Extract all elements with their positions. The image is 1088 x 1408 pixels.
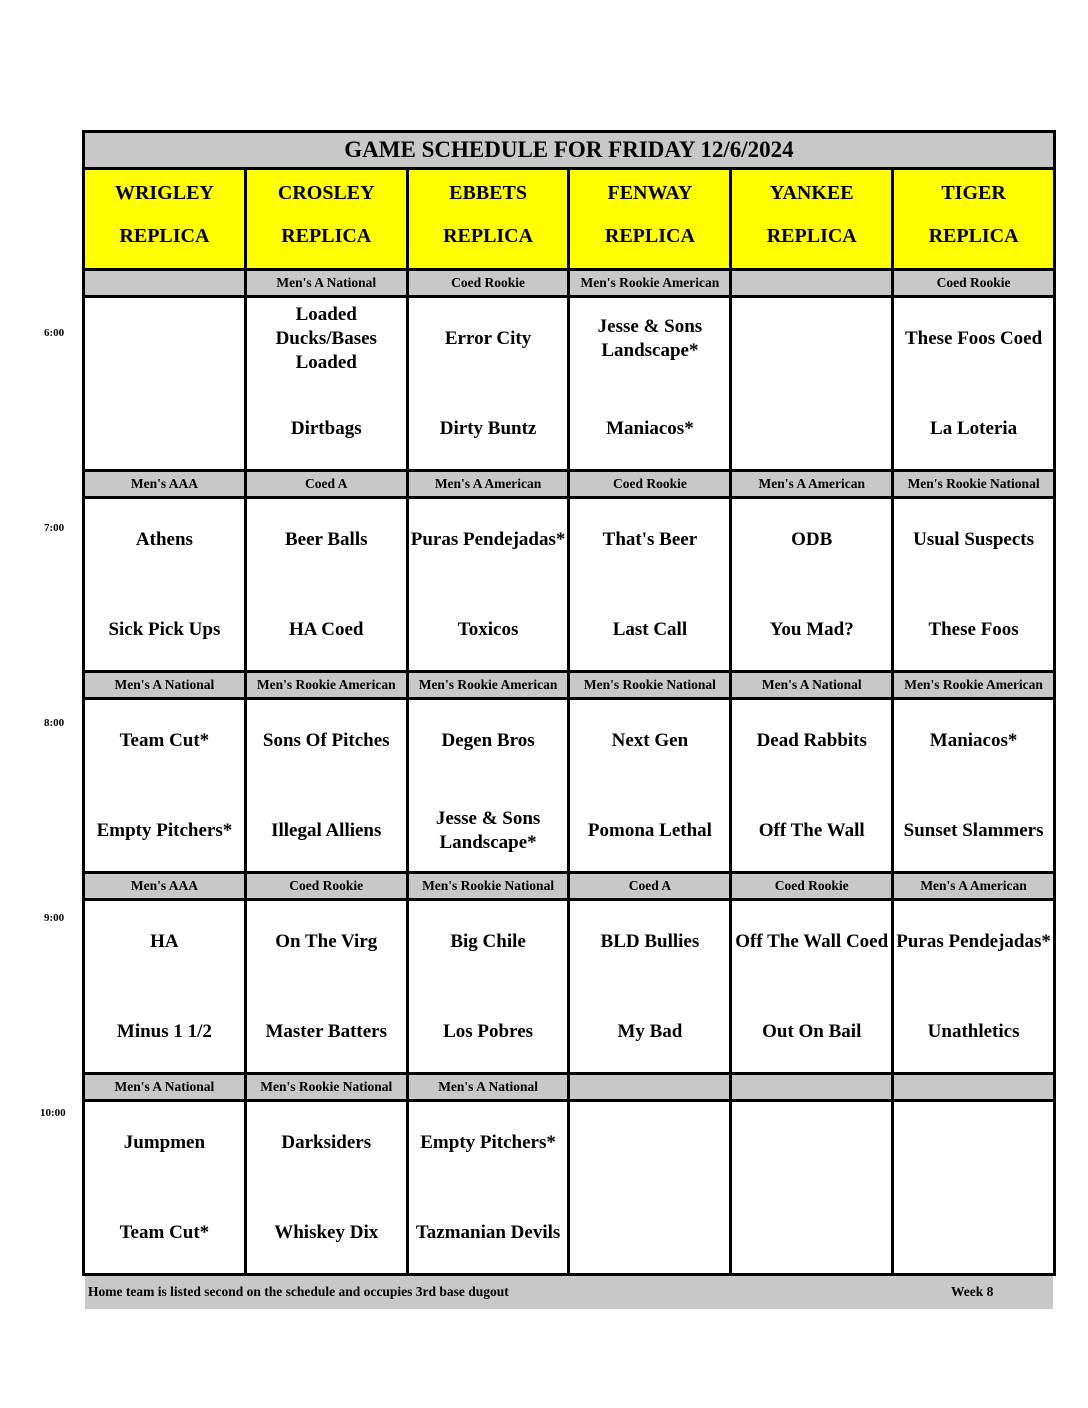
time-label: 8:00 <box>44 717 65 729</box>
division-label: Men's Rookie American <box>247 673 406 697</box>
away-team: Next Gen <box>611 729 689 751</box>
away-team: Loaded Ducks/Bases Loaded <box>275 303 377 373</box>
away-team: These Foos Coed <box>904 327 1043 349</box>
away-team <box>570 1102 729 1188</box>
home-team: Illegal Alliens <box>271 820 382 842</box>
away-team: Empty Pitchers* <box>420 1131 556 1153</box>
field-header-fenway <box>570 170 729 268</box>
field-sub: REPLICA <box>119 225 210 247</box>
game-cell <box>570 700 729 871</box>
away-team <box>732 1102 891 1188</box>
division-label: Coed A <box>570 874 729 898</box>
time-label: 10:00 <box>40 1107 66 1119</box>
division-label: Men's Rookie American <box>570 271 729 295</box>
schedule-title: GAME SCHEDULE FOR FRIDAY 12/6/2024 <box>85 133 1053 167</box>
away-team: Darksiders <box>281 1131 372 1153</box>
game-cell <box>409 499 568 670</box>
home-team-note: Home team is listed second on the schedule and occupies 3rd base dugout <box>88 1284 509 1299</box>
away-team: Usual Suspects <box>913 528 1035 550</box>
home-team: Sunset Slammers <box>903 820 1044 842</box>
field-name: TIGER <box>941 182 1006 204</box>
away-team: Off The Wall Coed <box>735 930 889 952</box>
division-label <box>894 1075 1053 1099</box>
away-team: Sons Of Pitches <box>262 729 390 751</box>
division-label: Men's A American <box>732 472 891 496</box>
division-label: Men's A National <box>85 673 244 697</box>
time-label: 9:00 <box>44 912 65 924</box>
game-cell <box>570 499 729 670</box>
game-cell <box>732 700 891 871</box>
game-cell <box>732 1102 891 1273</box>
away-team: Jumpmen <box>123 1131 206 1153</box>
division-label: Coed Rookie <box>570 472 729 496</box>
division-label: Men's Rookie National <box>570 673 729 697</box>
division-label: Men's AAA <box>85 472 244 496</box>
game-cell <box>732 901 891 1072</box>
game-cell <box>894 700 1053 871</box>
home-team: Unathletics <box>927 1021 1020 1043</box>
away-team: That's Beer <box>602 528 698 550</box>
division-label: Men's Rookie National <box>894 472 1053 496</box>
away-team: Dead Rabbits <box>756 729 867 751</box>
game-cell <box>894 499 1053 670</box>
home-team: Pomona Lethal <box>587 820 712 842</box>
home-team <box>85 384 244 470</box>
game-cell <box>409 1102 568 1273</box>
division-label: Coed Rookie <box>247 874 406 898</box>
week-label: Week 8 <box>951 1284 994 1299</box>
game-cell <box>85 1102 244 1273</box>
game-cell <box>570 298 729 469</box>
game-cell <box>247 1102 406 1273</box>
home-team: Sick Pick Ups <box>108 619 221 641</box>
away-team: Big Chile <box>450 930 526 952</box>
division-label: Men's A National <box>409 1075 568 1099</box>
home-team: Los Pobres <box>443 1021 534 1043</box>
division-label: Men's A National <box>85 1075 244 1099</box>
home-team: Whiskey Dix <box>274 1222 379 1244</box>
field-name: CROSLEY <box>277 182 375 204</box>
home-team: Empty Pitchers* <box>96 820 233 842</box>
field-sub: REPLICA <box>443 225 534 247</box>
home-team: Tazmanian Devils <box>415 1222 561 1244</box>
home-team: Master Batters <box>265 1021 387 1043</box>
field-header-wrigley <box>85 170 244 268</box>
game-cell <box>85 901 244 1072</box>
game-cell <box>570 901 729 1072</box>
home-team: These Foos <box>928 619 1019 641</box>
home-team: Off The Wall <box>758 820 865 842</box>
game-cell <box>85 700 244 871</box>
division-label: Coed Rookie <box>894 271 1053 295</box>
home-team <box>732 384 891 470</box>
home-team <box>570 1188 729 1274</box>
division-label: Men's Rookie American <box>894 673 1053 697</box>
away-team: HA <box>150 930 179 952</box>
division-label: Men's Rookie National <box>247 1075 406 1099</box>
field-sub: REPLICA <box>281 225 372 247</box>
game-cell <box>894 1102 1053 1273</box>
home-team: Toxicos <box>457 619 519 641</box>
away-team: Maniacos* <box>929 729 1018 751</box>
away-team: Degen Bros <box>441 729 535 751</box>
home-team: Jesse & Sons Landscape* <box>435 808 541 854</box>
game-cell <box>85 298 244 469</box>
field-header-tiger <box>894 170 1053 268</box>
game-cell <box>570 1102 729 1273</box>
away-team: Jesse & Sons Landscape* <box>597 315 703 361</box>
game-cell <box>247 298 406 469</box>
field-header-ebbets <box>409 170 568 268</box>
game-cell <box>409 901 568 1072</box>
home-team: HA Coed <box>289 619 364 641</box>
division-label: Men's A National <box>732 673 891 697</box>
home-team: You Mad? <box>769 619 854 641</box>
division-label: Men's A American <box>409 472 568 496</box>
time-label: 6:00 <box>44 327 65 339</box>
schedule-table <box>82 130 1056 1299</box>
division-label: Coed A <box>247 472 406 496</box>
away-team: ODB <box>791 528 833 550</box>
division-label: Men's AAA <box>85 874 244 898</box>
division-label: Men's Rookie American <box>409 673 568 697</box>
field-sub: REPLICA <box>604 225 695 247</box>
home-team: Team Cut* <box>119 1222 210 1244</box>
field-header-crosley <box>247 170 406 268</box>
away-team: Athens <box>135 528 193 550</box>
home-team: My Bad <box>617 1021 683 1043</box>
field-header-yankee <box>732 170 891 268</box>
game-cell <box>732 499 891 670</box>
division-label: Men's A National <box>247 271 406 295</box>
game-cell <box>894 298 1053 469</box>
game-cell <box>247 499 406 670</box>
home-team: Minus 1 1/2 <box>116 1021 212 1043</box>
away-team: BLD Bullies <box>600 930 700 952</box>
division-label: Coed Rookie <box>732 874 891 898</box>
division-label <box>732 271 891 295</box>
game-cell <box>409 700 568 871</box>
field-name: WRIGLEY <box>114 182 214 204</box>
away-team: Team Cut* <box>119 729 210 751</box>
away-team <box>732 298 891 384</box>
home-team: Out On Bail <box>762 1021 862 1043</box>
home-team: Dirty Buntz <box>439 418 537 440</box>
field-name: YANKEE <box>769 182 854 204</box>
game-cell <box>732 298 891 469</box>
division-label <box>732 1075 891 1099</box>
home-team: Last Call <box>612 619 688 641</box>
field-name: EBBETS <box>449 182 527 204</box>
game-cell <box>247 901 406 1072</box>
home-team <box>894 1188 1053 1274</box>
division-label: Coed Rookie <box>409 271 568 295</box>
schedule-footer <box>85 1276 1053 1309</box>
division-label <box>85 271 244 295</box>
field-name: FENWAY <box>607 182 693 204</box>
away-team: Puras Pendejadas* <box>410 528 566 550</box>
home-team: La Loteria <box>930 418 1018 440</box>
division-label <box>570 1075 729 1099</box>
away-team: On The Virg <box>275 930 378 952</box>
division-label: Men's Rookie National <box>409 874 568 898</box>
away-team: Puras Pendejadas* <box>896 930 1051 952</box>
game-cell <box>85 499 244 670</box>
away-team <box>85 298 244 384</box>
away-team <box>894 1102 1053 1188</box>
field-sub: REPLICA <box>928 225 1019 247</box>
division-label: Men's A American <box>894 874 1053 898</box>
time-label: 7:00 <box>44 522 65 534</box>
home-team: Dirtbags <box>290 418 362 440</box>
game-cell <box>409 298 568 469</box>
home-team <box>732 1188 891 1274</box>
game-cell <box>894 901 1053 1072</box>
field-sub: REPLICA <box>766 225 857 247</box>
home-team: Maniacos* <box>606 418 694 440</box>
away-team: Error City <box>444 327 532 349</box>
game-cell <box>247 700 406 871</box>
away-team: Beer Balls <box>284 528 368 550</box>
